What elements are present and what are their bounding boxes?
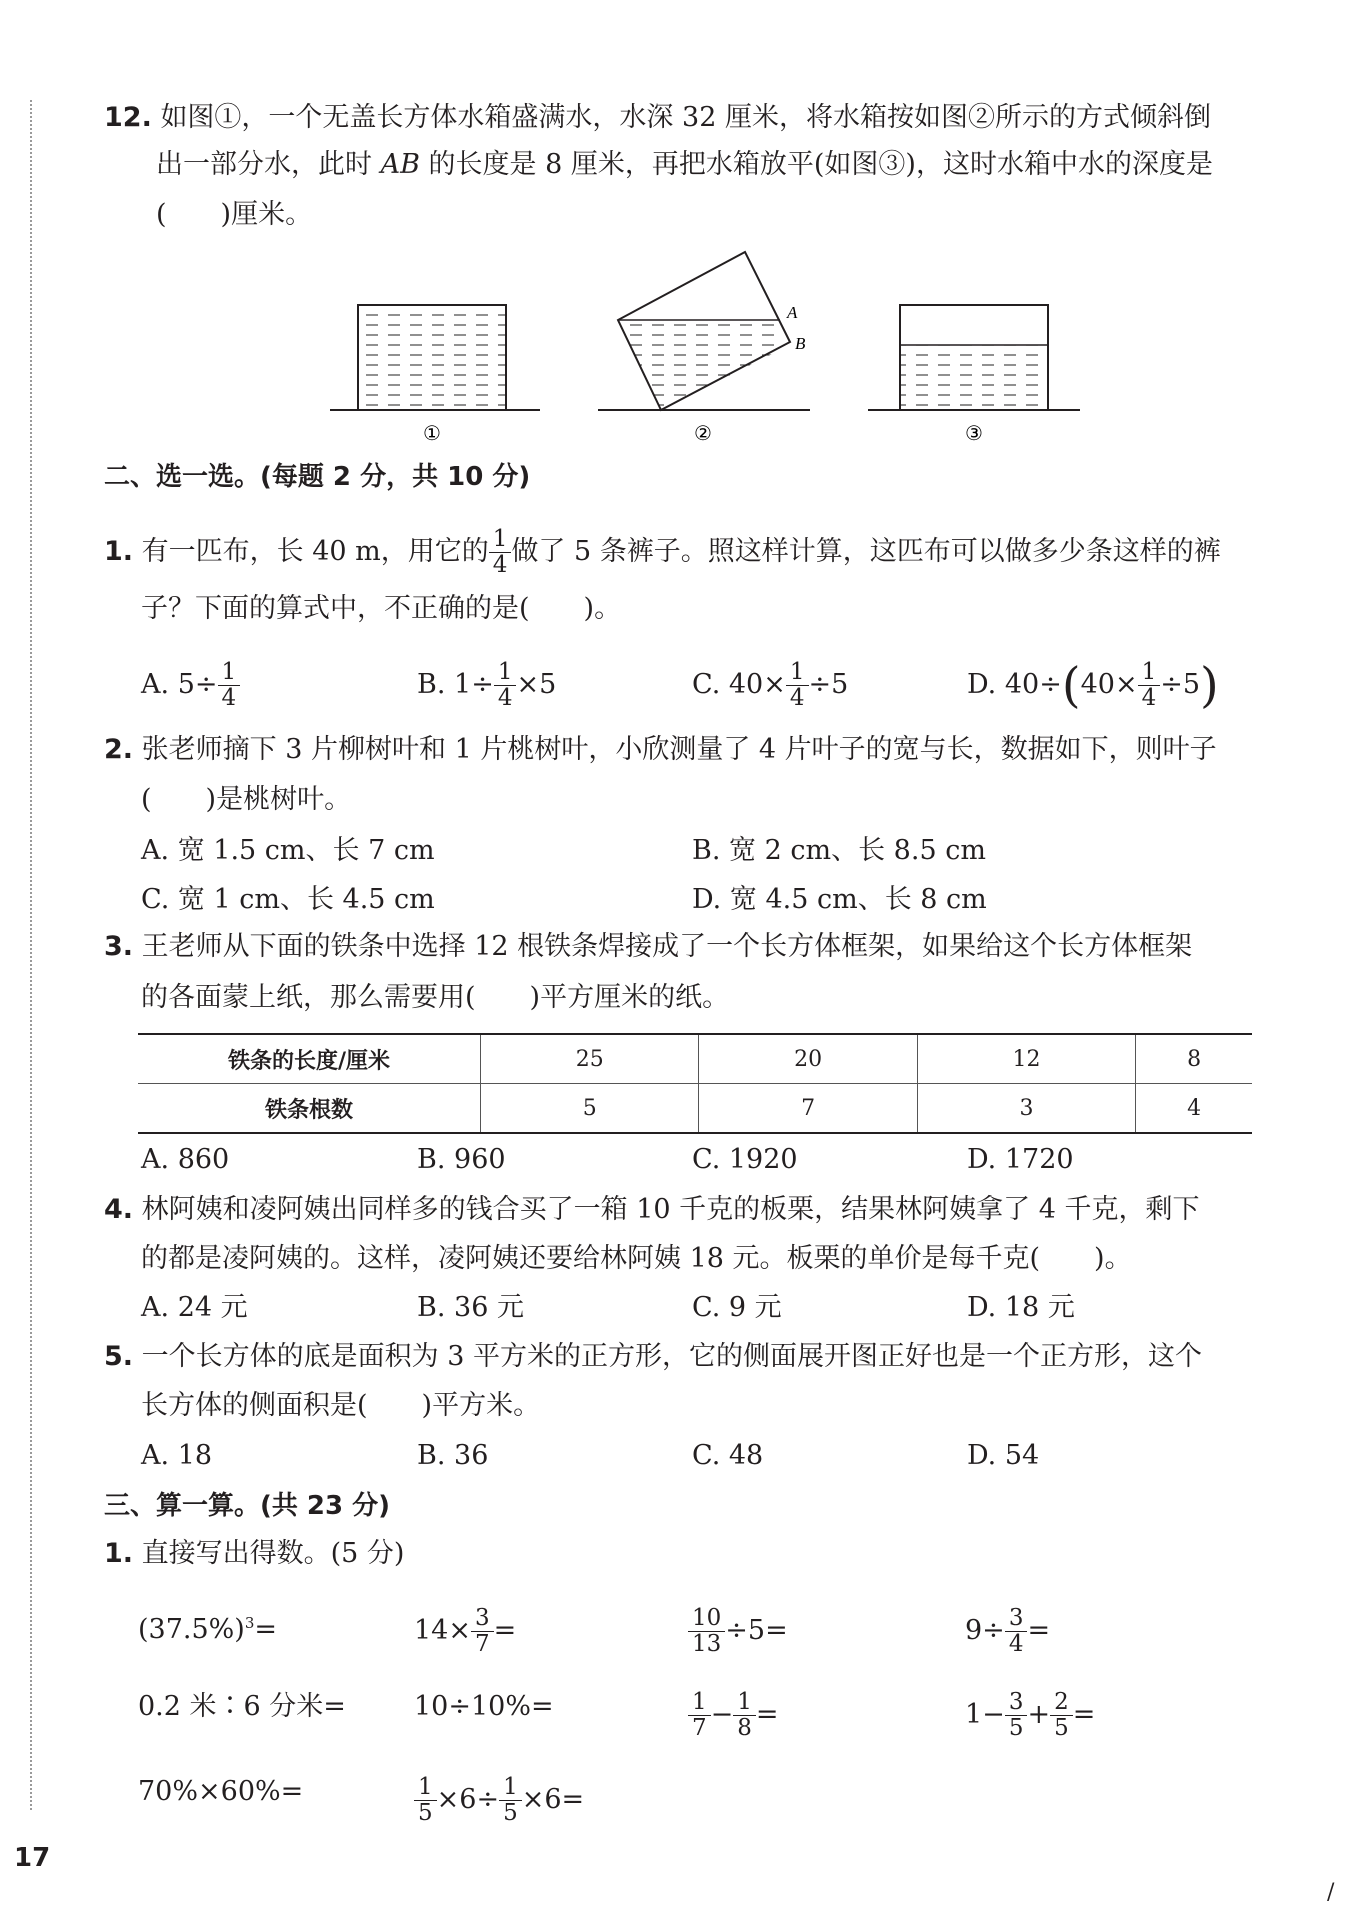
s2-q5-line1: 5. 一个长方体的底是面积为 3 平方米的正方形，它的侧面展开图正好也是一个正方形，这个 bbox=[104, 1341, 1202, 1372]
s2-q1-line2: 子？下面的算式中，不正确的是( )。 bbox=[141, 593, 622, 624]
table-row-header: 铁条的长度/厘米 bbox=[138, 1034, 481, 1084]
s2-q3-line2: 的各面蒙上纸，那么需要用( )平方厘米的纸。 bbox=[141, 982, 730, 1013]
s2-q1-option-a: A. 5÷ $\frac{1}{4}$ bbox=[141, 660, 240, 711]
s2-q3-option-c: C. 1920 bbox=[692, 1144, 798, 1175]
calc-expression-5: 0.2 米∶6 分米= bbox=[138, 1691, 346, 1722]
table-cell: 12 bbox=[917, 1034, 1135, 1084]
calc-expression-4: 9÷ $\frac{3}{4}$ = bbox=[965, 1605, 1051, 1657]
calc-expression-1: $(37.5\%)^3=$ bbox=[138, 1614, 278, 1645]
calc-expression-6: 10÷10%= bbox=[414, 1691, 554, 1722]
s2-q4-option-d: D. 18 元 bbox=[967, 1292, 1075, 1323]
binding-margin-line bbox=[30, 100, 32, 1810]
q12-line3: ( )厘米。 bbox=[156, 199, 313, 230]
table-cell: 4 bbox=[1136, 1084, 1252, 1134]
point-b-label: B bbox=[795, 334, 806, 353]
s2-q3-option-d: D. 1720 bbox=[967, 1144, 1074, 1175]
s2-q2-line2: ( )是桃树叶。 bbox=[141, 784, 352, 815]
s2-q5-option-a: A. 18 bbox=[141, 1440, 213, 1471]
table-row bbox=[138, 1034, 1252, 1084]
calc-expression-10: $\frac{1}{5}$ ×6÷ $\frac{1}{5}$ ×6= bbox=[414, 1775, 584, 1826]
water-tank-figures bbox=[320, 240, 1100, 450]
fraction-one-quarter: $\frac{1}{4}$ bbox=[491, 527, 510, 578]
figure-2-tilted-tank bbox=[598, 252, 810, 410]
edge-mark: / bbox=[1327, 1880, 1335, 1905]
s2-q4-option-c: C. 9 元 bbox=[692, 1292, 782, 1323]
calc-expression-3: $\frac{10}{13}$ ÷5= bbox=[688, 1606, 788, 1657]
s3-q1-line: 1. 直接写出得数。(5 分) bbox=[104, 1538, 405, 1569]
s2-q4-line1: 4. 林阿姨和凌阿姨出同样多的钱合买了一箱 10 千克的板栗，结果林阿姨拿了 4 千克，剩下 bbox=[104, 1194, 1200, 1225]
s2-q1-option-b: B. 1÷ $\frac{1}{4}$ ×5 bbox=[417, 659, 557, 711]
calc-expression-2: 14× $\frac{3}{7}$ = bbox=[414, 1605, 517, 1657]
calc-expression-7: $\frac{1}{7}$ − $\frac{1}{8}$ = bbox=[688, 1690, 779, 1741]
table-cell: 20 bbox=[699, 1034, 917, 1084]
s2-q2-line1: 2. 张老师摘下 3 片柳树叶和 1 片桃树叶，小欣测量了 4 片叶子的宽与长，数据如下，则叶子 bbox=[104, 734, 1217, 765]
table-cell: 8 bbox=[1136, 1034, 1252, 1084]
table-row-header: 铁条根数 bbox=[138, 1084, 481, 1134]
table-cell: 25 bbox=[481, 1034, 699, 1084]
s2-q2-option-b: B. 宽 2 cm、长 8.5 cm bbox=[692, 835, 986, 866]
figure-3-label: ③ bbox=[965, 421, 983, 445]
point-a-label: A bbox=[787, 303, 798, 322]
q12-line2: 出一部分水，此时 AB 的长度是 8 厘米，再把水箱放平(如图③)，这时水箱中水的深度是 bbox=[156, 149, 1213, 180]
s2-q1-line1: 1. 有一匹布，长 40 m，用它的 $\frac{1}{4}$ 做了 5 条裤子。照这样计算，这匹布可以做多少条这样的裤 bbox=[104, 526, 1221, 578]
figure-1-full-tank bbox=[330, 305, 540, 410]
s2-q1-option-d: D. 40÷(40× $\frac{1}{4}$ ÷5) bbox=[967, 657, 1219, 714]
figure-1-label: ① bbox=[423, 421, 441, 445]
page-number: 17 bbox=[14, 1843, 51, 1873]
q12-text-1: 如图①，一个无盖长方体水箱盛满水，水深 32 厘米，将水箱按如图②所示的方式倾斜倒 bbox=[160, 102, 1211, 133]
s2-q5-option-d: D. 54 bbox=[967, 1440, 1040, 1471]
section3-heading: 三、算一算。(共 23 分) bbox=[104, 1491, 391, 1521]
table-cell: 5 bbox=[481, 1084, 699, 1134]
s2-q3-line1: 3. 王老师从下面的铁条中选择 12 根铁条焊接成了一个长方体框架，如果给这个长方体框架 bbox=[104, 931, 1193, 962]
table-cell: 3 bbox=[917, 1084, 1135, 1134]
section2-heading: 二、选一选。(每题 2 分，共 10 分) bbox=[104, 462, 531, 492]
table-row bbox=[138, 1084, 1252, 1134]
s2-q5-option-b: B. 36 bbox=[417, 1440, 489, 1471]
s2-q1-option-c: C. 40× $\frac{1}{4}$ ÷5 bbox=[692, 659, 849, 711]
figure-3-level-tank bbox=[868, 305, 1080, 410]
s2-q5-option-c: C. 48 bbox=[692, 1440, 764, 1471]
s2-q2-option-a: A. 宽 1.5 cm、长 7 cm bbox=[141, 835, 435, 866]
s2-q4-option-b: B. 36 元 bbox=[417, 1292, 524, 1323]
table-cell: 7 bbox=[699, 1084, 917, 1134]
calc-expression-8: 1− $\frac{3}{5}$ + $\frac{2}{5}$ = bbox=[965, 1689, 1096, 1741]
s2-q2-option-d: D. 宽 4.5 cm、长 8 cm bbox=[692, 884, 987, 915]
calc-expression-9: 70%×60%= bbox=[138, 1776, 304, 1807]
q12-line1 bbox=[104, 101, 1211, 135]
s2-q4-option-a: A. 24 元 bbox=[141, 1292, 248, 1323]
iron-bar-table bbox=[138, 1033, 1252, 1134]
s2-q2-option-c: C. 宽 1 cm、长 4.5 cm bbox=[141, 884, 435, 915]
q12-number: 12. bbox=[104, 102, 152, 133]
figure-2-label: ② bbox=[694, 421, 712, 445]
s2-q4-line2: 的都是凌阿姨的。这样，凌阿姨还要给林阿姨 18 元。板栗的单价是每千克( )。 bbox=[141, 1243, 1132, 1274]
s2-q3-option-b: B. 960 bbox=[417, 1144, 506, 1175]
s2-q5-line2: 长方体的侧面积是( )平方米。 bbox=[141, 1390, 541, 1421]
s2-q3-option-a: A. 860 bbox=[141, 1144, 230, 1175]
